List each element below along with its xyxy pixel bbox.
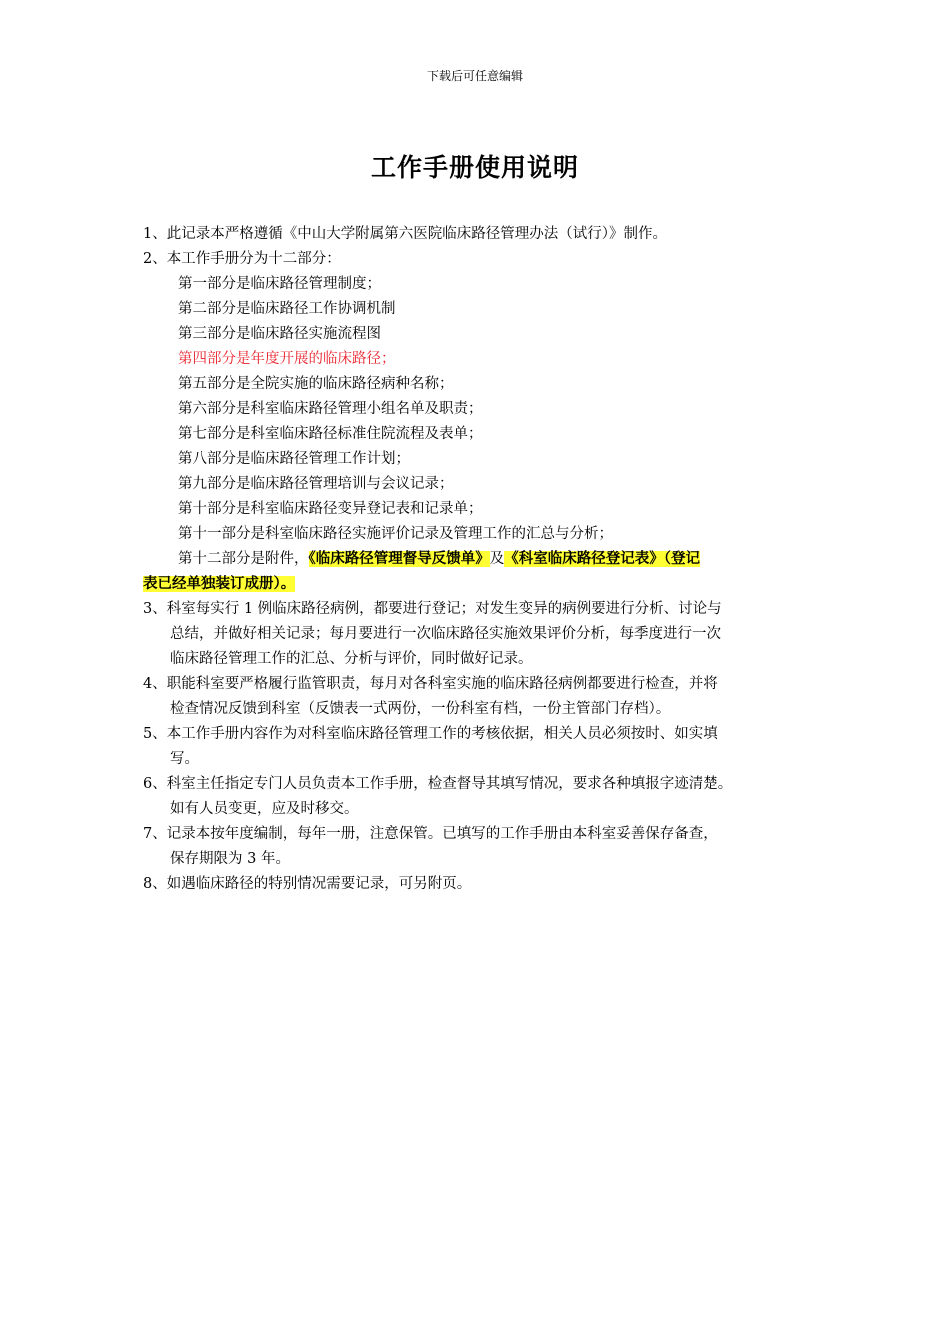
part-6: 第六部分是科室临床路径管理小组名单及职责； <box>178 401 483 417</box>
part-12-continued <box>143 572 815 597</box>
item-2: 2、本工作手册分为十二部分： <box>143 251 341 267</box>
item-3-line-2: 总结，并做好相关记录；每月要进行一次临床路径实施效果评价分析，每季度进行一次 <box>170 626 721 642</box>
header-note: 下载后可任意编辑 <box>426 69 523 83</box>
item-4-line-2: 检查情况反馈到科室（反馈表一式两份，一份科室有档，一份主管部门存档）。 <box>170 701 671 717</box>
item-7-line-1: 7、记录本按年度编制，每年一册，注意保管。已填写的工作手册由本科室妥善保存备查， <box>143 826 718 842</box>
part-11: 第十一部分是科室临床路径实施评价记录及管理工作的汇总与分析； <box>178 526 613 542</box>
item-1: 1、此记录本严格遵循《中山大学附属第六医院临床路径管理办法（试行）》制作。 <box>143 226 667 242</box>
item-5-line-2: 写。 <box>170 751 199 767</box>
part-3: 第三部分是临床路径实施流程图 <box>178 326 381 342</box>
part-12-mid: 及 <box>489 551 505 567</box>
part-12 <box>143 547 815 572</box>
item-5-line-1: 5、本工作手册内容作为对科室临床路径管理工作的考核依据，相关人员必须按时、如实填 <box>143 726 718 742</box>
item-3-line-3: 临床路径管理工作的汇总、分析与评价，同时做好记录。 <box>170 651 533 667</box>
part-12-prefix: 第十二部分是附件， <box>178 551 309 567</box>
part-2: 第二部分是临床路径工作协调机制 <box>178 301 396 317</box>
item-6-line-1: 6、科室主任指定专门人员负责本工作手册，检查督导其填写情况，要求各种填报字迹清楚。 <box>143 776 733 792</box>
item-8: 8、如遇临床路径的特别情况需要记录，可另附页。 <box>143 876 472 892</box>
part-8: 第八部分是临床路径管理工作计划； <box>178 451 410 467</box>
part-12-highlight-1: 《临床路径管理督导反馈单》 <box>308 551 490 567</box>
part-5: 第五部分是全院实施的临床路径病种名称； <box>178 376 454 392</box>
part-12-highlight-3: 表已经单独装订成册）。 <box>143 576 296 592</box>
item-3-line-1: 3、科室每实行 1 例临床路径病例，都要进行登记；对发生变异的病例要进行分析、讨论与 <box>143 601 722 617</box>
document-body <box>143 222 815 897</box>
item-4-line-1: 4、职能科室要严格履行监管职责，每月对各科室实施的临床路径病例都要进行检查，并将 <box>143 676 718 692</box>
part-7: 第七部分是科室临床路径标准住院流程及表单； <box>178 426 483 442</box>
part-10: 第十部分是科室临床路径变异登记表和记录单； <box>178 501 483 517</box>
item-7-line-2: 保存期限为 3 年。 <box>170 851 290 867</box>
part-4: 第四部分是年度开展的临床路径； <box>178 351 396 367</box>
part-1: 第一部分是临床路径管理制度； <box>178 276 381 292</box>
item-6-line-2: 如有人员变更，应及时移交。 <box>170 801 359 817</box>
page-title: 工作手册使用说明 <box>370 153 579 182</box>
part-9: 第九部分是临床路径管理培训与会议记录； <box>178 476 454 492</box>
part-12-highlight-2: 《科室临床路径登记表》（登记 <box>504 551 700 567</box>
